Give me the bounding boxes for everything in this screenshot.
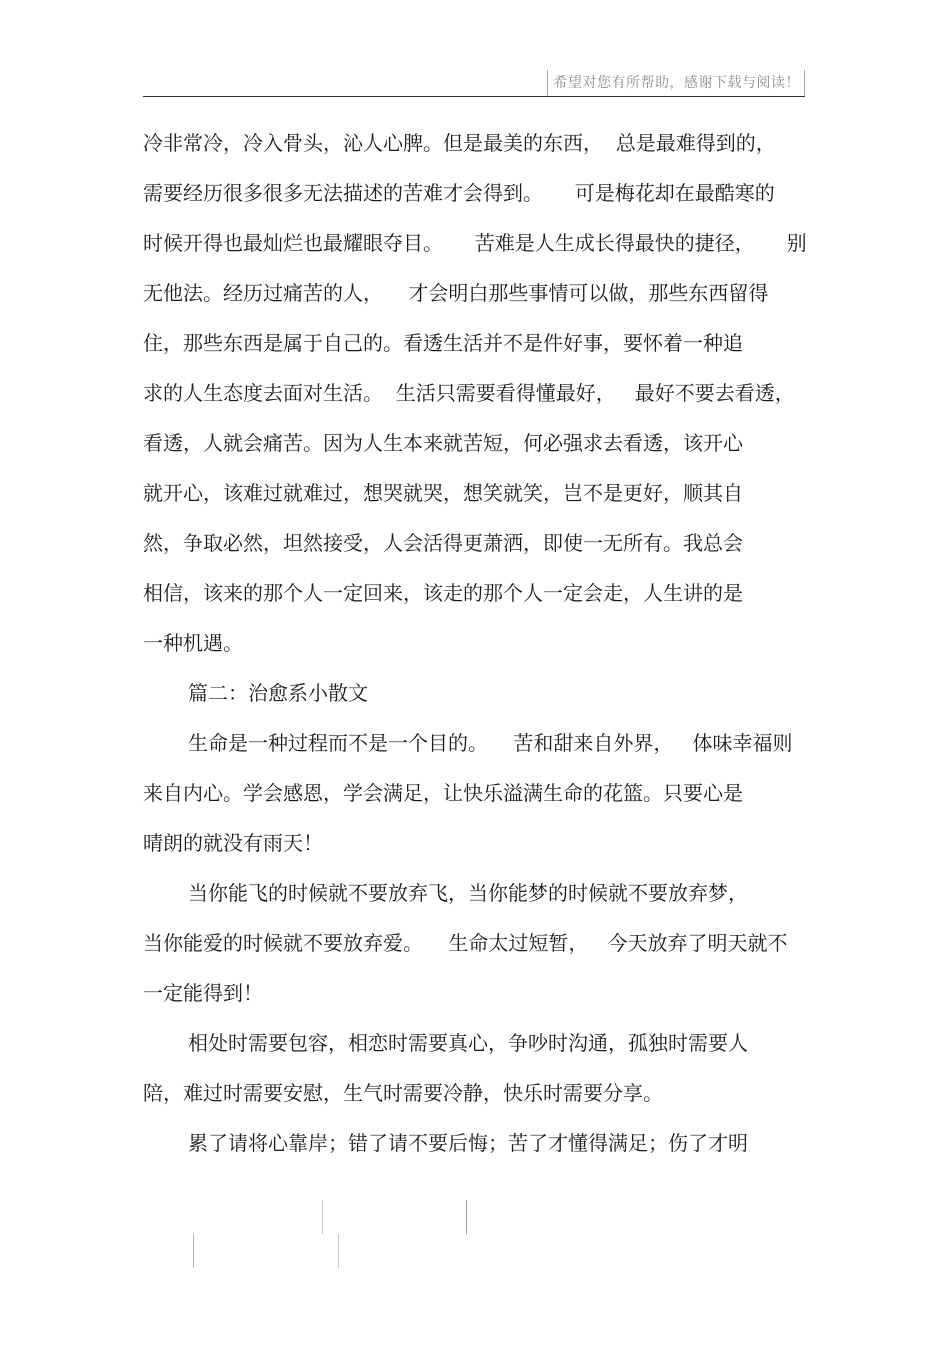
- text-line: 求的人生态度去面对生活。 生活只需要看得懂最好， 最好不要去看透，: [143, 381, 795, 405]
- text-line: 陪，难过时需要安慰，生气时需要冷静，快乐时需要分享。: [143, 1081, 663, 1105]
- scan-artifact-line: [338, 1234, 339, 1268]
- text-line: 看透，人就会痛苦。因为人生本来就苦短，何必强求去看透，该开心: [143, 431, 743, 455]
- text-line: 相信，该来的那个人一定回来，该走的那个人一定会走，人生讲的是: [143, 581, 743, 605]
- text-line: 需要经历很多很多无法描述的苦难才会得到。 可是梅花却在最酷寒的: [143, 181, 775, 205]
- text-line: 然，争取必然，坦然接受，人会活得更萧洒，即使一无所有。我总会: [143, 531, 743, 555]
- text-line: 住，那些东西是属于自己的。看透生活并不是件好事，要怀着一种追: [143, 331, 743, 355]
- document-body: [143, 118, 808, 1168]
- text-line: 时候开得也最灿烂也最耀眼夺目。 苦难是人生成长得最快的捷径， 别: [143, 231, 807, 255]
- text-line: 一种机遇。: [143, 631, 243, 655]
- text-line: 当你能飞的时候就不要放弃飞，当你能梦的时候就不要放弃梦，: [188, 881, 748, 905]
- text-line: 就开心，该难过就难过，想哭就哭，想笑就笑，岂不是更好，顺其自: [143, 481, 743, 505]
- text-line: 无他法。经历过痛苦的人， 才会明白那些事情可以做，那些东西留得: [143, 281, 769, 305]
- header-note: 希望对您有所帮助，感谢下载与阅读！: [547, 70, 806, 96]
- text-line: 来自内心。学会感恩，学会满足，让快乐溢满生命的花篮。只要心是: [143, 781, 743, 805]
- section-heading: 篇二：治愈系小散文: [188, 681, 368, 705]
- text-line: 生命是一种过程而不是一个目的。 苦和甜来自外界， 体味幸福则: [188, 731, 793, 755]
- text-line: 相处时需要包容，相恋时需要真心，争吵时沟通，孤独时需要人: [188, 1031, 748, 1055]
- scan-artifact-line: [193, 1234, 194, 1268]
- header-divider: [143, 96, 805, 97]
- text-line: 累了请将心靠岸；错了请不要后悔；苦了才懂得满足；伤了才明: [188, 1131, 748, 1155]
- text-line: 晴朗的就没有雨天！: [143, 831, 323, 855]
- scan-artifact-line: [466, 1200, 467, 1234]
- scan-artifact-line: [322, 1200, 323, 1234]
- text-line: 当你能爱的时候就不要放弃爱。 生命太过短暂， 今天放弃了明天就不: [143, 931, 788, 955]
- text-line: 一定能得到！: [143, 981, 263, 1005]
- text-line: 冷非常冷，冷入骨头，沁人心脾。但是最美的东西， 总是最难得到的，: [143, 131, 776, 155]
